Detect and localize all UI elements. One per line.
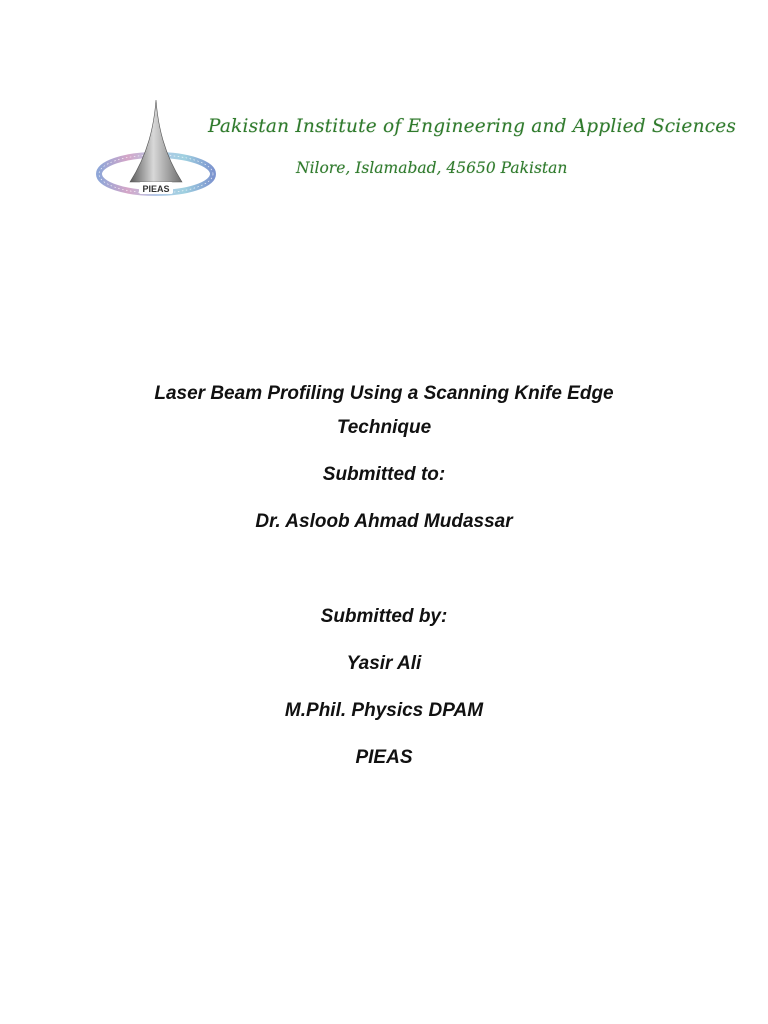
submitted-to-label: Submitted to:	[322, 464, 446, 485]
supervisor-name: Dr. Asloob Ahmad Mudassar	[255, 511, 513, 532]
institution-address: Nilore, Islamabad, 45650 Pakistan	[296, 159, 568, 177]
letterhead	[96, 96, 737, 208]
author-institute: PIEAS	[355, 747, 413, 768]
submitted-by-label: Submitted by:	[320, 606, 448, 627]
author-name: Yasir Ali	[346, 653, 422, 674]
logo-text: PIEAS	[142, 184, 170, 194]
author-program: M.Phil. Physics DPAM	[284, 700, 484, 721]
report-title-line-2: Technique	[336, 417, 432, 438]
institution-name: Pakistan Institute of Engineering and Applied Sciences	[208, 116, 737, 137]
report-title-line-1: Laser Beam Profiling Using a Scanning Knife Edge	[154, 383, 614, 404]
pieas-logo-icon	[96, 96, 220, 206]
